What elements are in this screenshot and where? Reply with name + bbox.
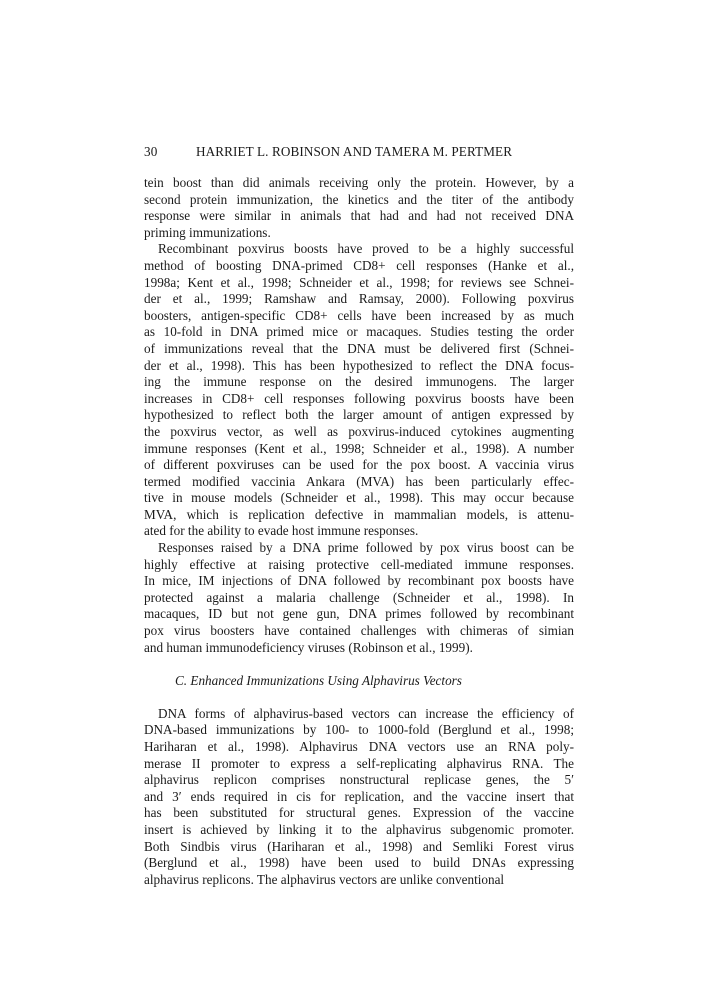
- text-line: and human immunodeficiency viruses (Robinson et al., 1999).: [144, 639, 473, 655]
- text-line: immune responses (Kent et al., 1998; Schneider et al., 1998). A number: [144, 440, 574, 456]
- paragraph: [144, 540, 574, 656]
- text-line: macaques, ID but not gene gun, DNA primes followed by recombinant: [144, 606, 574, 622]
- text-line: boosters, antigen-specific CD8+ cells have been increased by as much: [144, 307, 574, 323]
- text-line: Recombinant poxvirus boosts have proved to be a highly successful: [158, 241, 574, 257]
- text-line: 1998a; Kent et al., 1998; Schneider et al., 1998; for reviews see Schnei-: [144, 274, 574, 290]
- text-line: has been substituted for structural genes. Expression of the vaccine: [144, 805, 574, 821]
- running-head: [144, 143, 574, 160]
- text-line: highly effective at raising protective cell-mediated immune responses.: [144, 556, 574, 572]
- text-line: tein boost than did animals receiving only the protein. However, by a: [144, 175, 574, 190]
- text-line: tive in mouse models (Schneider et al., 1998). This may occur because: [144, 490, 574, 506]
- text-line: der et al., 1998). This has been hypothesized to reflect the DNA focus-: [144, 357, 574, 373]
- text-line: response were similar in animals that had and had not received DNA: [144, 208, 574, 224]
- text-line: DNA forms of alphavirus-based vectors can increase the efficiency of: [158, 705, 574, 721]
- text-line: merase II promoter to express a self-replicating alphavirus RNA. The: [144, 755, 574, 771]
- text-line: Both Sindbis virus (Hariharan et al., 1998) and Semliki Forest virus: [144, 838, 574, 854]
- text-line: hypothesized to reflect both the larger amount of antigen expressed by: [144, 407, 574, 423]
- text-line: Responses raised by a DNA prime followed by pox virus boost can be: [158, 540, 574, 556]
- text-line: ing the immune response on the desired immunogens. The larger: [144, 374, 574, 390]
- paragraph: [144, 706, 574, 889]
- text-line: alphavirus replicons. The alphavirus vectors are unlike conventional: [144, 871, 505, 887]
- text-line: MVA, which is replication defective in mammalian models, is attenu-: [144, 506, 574, 522]
- text-line: and 3′ ends required in cis for replication, and the vaccine insert that: [144, 788, 574, 804]
- text-line: as 10-fold in DNA primed mice or macaques. Studies testing the order: [144, 324, 574, 340]
- text-line: Hariharan et al., 1998). Alphavirus DNA vectors use an RNA poly-: [144, 739, 574, 754]
- section-body-text: [144, 706, 574, 889]
- text-line: priming immunizations.: [144, 224, 271, 240]
- paragraph: [144, 175, 574, 241]
- text-line: second protein immunization, the kinetics and the titer of the antibody: [144, 191, 574, 207]
- text-line: of different poxviruses can be used for the pox boost. A vaccinia virus: [144, 457, 574, 473]
- text-line: ated for the ability to evade host immune responses.: [144, 523, 419, 539]
- text-line: (Berglund et al., 1998) have been used to build DNAs expressing: [144, 855, 574, 871]
- text-line: der et al., 1999; Ramshaw and Ramsay, 2000). Following poxvirus: [144, 291, 574, 307]
- section-heading: C. Enhanced Immunizations Using Alphavirus Vectors: [175, 673, 462, 689]
- book-page: [144, 143, 574, 888]
- text-line: the poxvirus vector, as well as poxvirus-induced cytokines augmenting: [144, 423, 574, 439]
- text-line: method of boosting DNA-primed CD8+ cell responses (Hanke et al.,: [144, 257, 574, 273]
- paragraph: [144, 241, 574, 540]
- text-line: increases in CD8+ cell responses following poxvirus boosts have been: [144, 390, 574, 406]
- text-line: of immunizations reveal that the DNA must be delivered first (Schnei-: [144, 340, 574, 356]
- page-number: 30: [144, 144, 158, 159]
- text-line: insert is achieved by linking it to the alphavirus subgenomic promoter.: [144, 821, 574, 837]
- text-line: DNA-based immunizations by 100- to 1000-fold (Berglund et al., 1998;: [144, 722, 574, 738]
- body-text: [144, 175, 574, 656]
- text-line: pox virus boosters have contained challenges with chimeras of simian: [144, 623, 574, 639]
- text-line: protected against a malaria challenge (Schneider et al., 1998). In: [144, 589, 574, 605]
- text-line: termed modified vaccinia Ankara (MVA) has been particularly effec-: [144, 473, 574, 489]
- running-head-title: HARRIET L. ROBINSON AND TAMERA M. PERTMER: [196, 144, 513, 159]
- text-line: alphavirus replicon comprises nonstructural replicase genes, the 5′: [144, 772, 574, 788]
- text-line: In mice, IM injections of DNA followed by recombinant pox boosts have: [144, 573, 574, 589]
